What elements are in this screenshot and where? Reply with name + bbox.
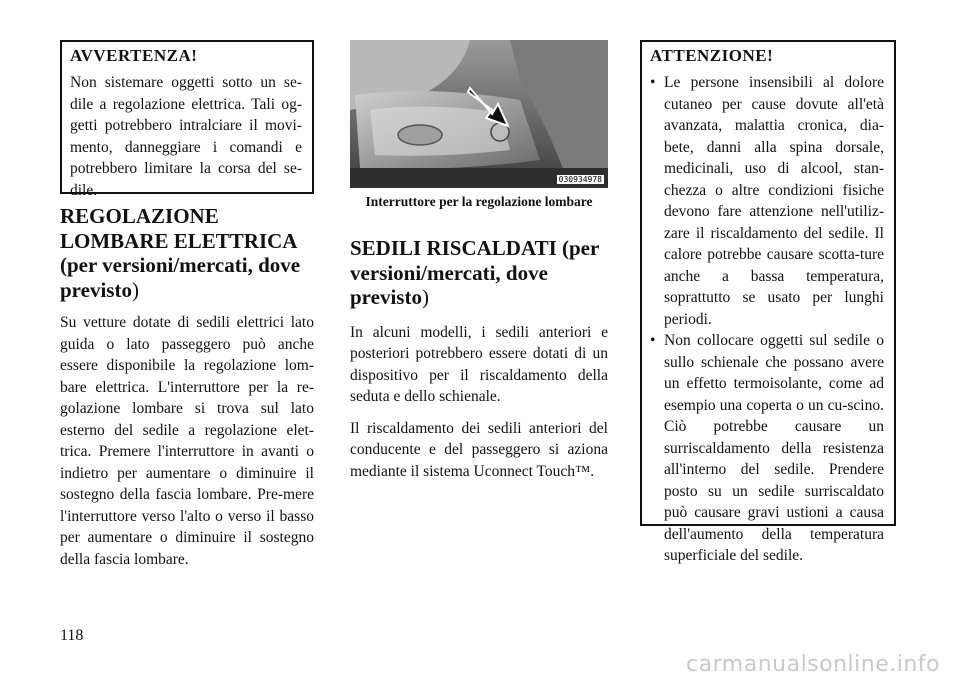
lumbar-heading-paren: ) [131,277,139,302]
caution-list [650,72,884,567]
page-number: 118 [60,627,84,644]
heated-heading [350,236,608,310]
heated-para-2: Il riscaldamento dei sedili anteriori del conducente e del passeggero si aziona mediante il sistema Uconnect Touch™. [350,419,608,480]
figure-code: 030934978 [558,175,602,184]
watermark: carmanualsonline.info [686,652,940,677]
heated-heading-paren: ) [421,285,429,309]
left-column [60,40,314,570]
heated-para-1: In alcuni modelli, i sedili anteriori e posteriori potrebbero essere dotati di un dispositivo per il riscaldamento della seduta e dello schienale. [350,323,608,405]
caution-title: ATTENZIONE! [650,46,774,65]
caution-bullet: • Le persone insensibili al dolore cutaneo per cause dovute all'età avanzata, malattia cronica, dia-bete, danni alla spina dorsale, medicinali, uso di alcool, stan-chezza o altre condizioni fisiche devono fare attenzione nell'utiliz-zare il riscaldamento del sedile. Il calore potrebbe causare scotta-ture anche a bassa temperatura, soprattutto se usato per lunghi periodi. [650,72,884,330]
lumbar-heading [60,204,314,302]
caution-box [640,40,896,564]
caution-bullet: • Non collocare oggetti sul sedile o sullo schienale che possano avere un effetto termoisolante, come ad esempio una coperta o un cu-scino. Ciò potrebbe causare un surriscaldamento della resistenza all'interno del sedile. Prendere posto su un sedile surriscaldato può causare gravi ustioni a causa dell'aumento della temperatura superficiale del sedile. [650,330,884,567]
right-column [640,40,896,564]
lumbar-heading-main: REGOLAZIONE LOMBARE ELETTRICA (per versioni/mercati, dove previsto [60,204,301,302]
lumbar-body: Su vetture dotate di sedili elettrici lato guida o lato passeggero può anche essere disponibile la regolazione lom-bare elettrica. L'interruttore per la re-golazione lombare si trova sul lato esterno del sedile a regolazione elet-trica. Premere l'interruttore in avanti o indietro per aumentare o diminuire il sostegno della fascia lombare. Pre-mere l'interruttore verso l'alto o verso il basso per aumentare o diminuire il sostegno della fascia lombare. [60,314,314,568]
figure-caption: Interruttore per la regolazione lombare [365,194,593,209]
seat-photo [350,40,608,188]
heated-heading-main: SEDILI RISCALDATI (per versioni/mercati, dove previsto [350,236,599,309]
middle-column [350,236,608,482]
seat-illustration [350,40,608,188]
warning-box [60,40,314,199]
warning-text: Non sistemare oggetti sotto un se-dile a regolazione elettrica. Tali og-getti potrebbero intralciare il movi-mento, danneggiare i comandi e potrebbero limitare la corsa del se-dile. [70,74,302,199]
warning-title: AVVERTENZA! [70,46,198,65]
